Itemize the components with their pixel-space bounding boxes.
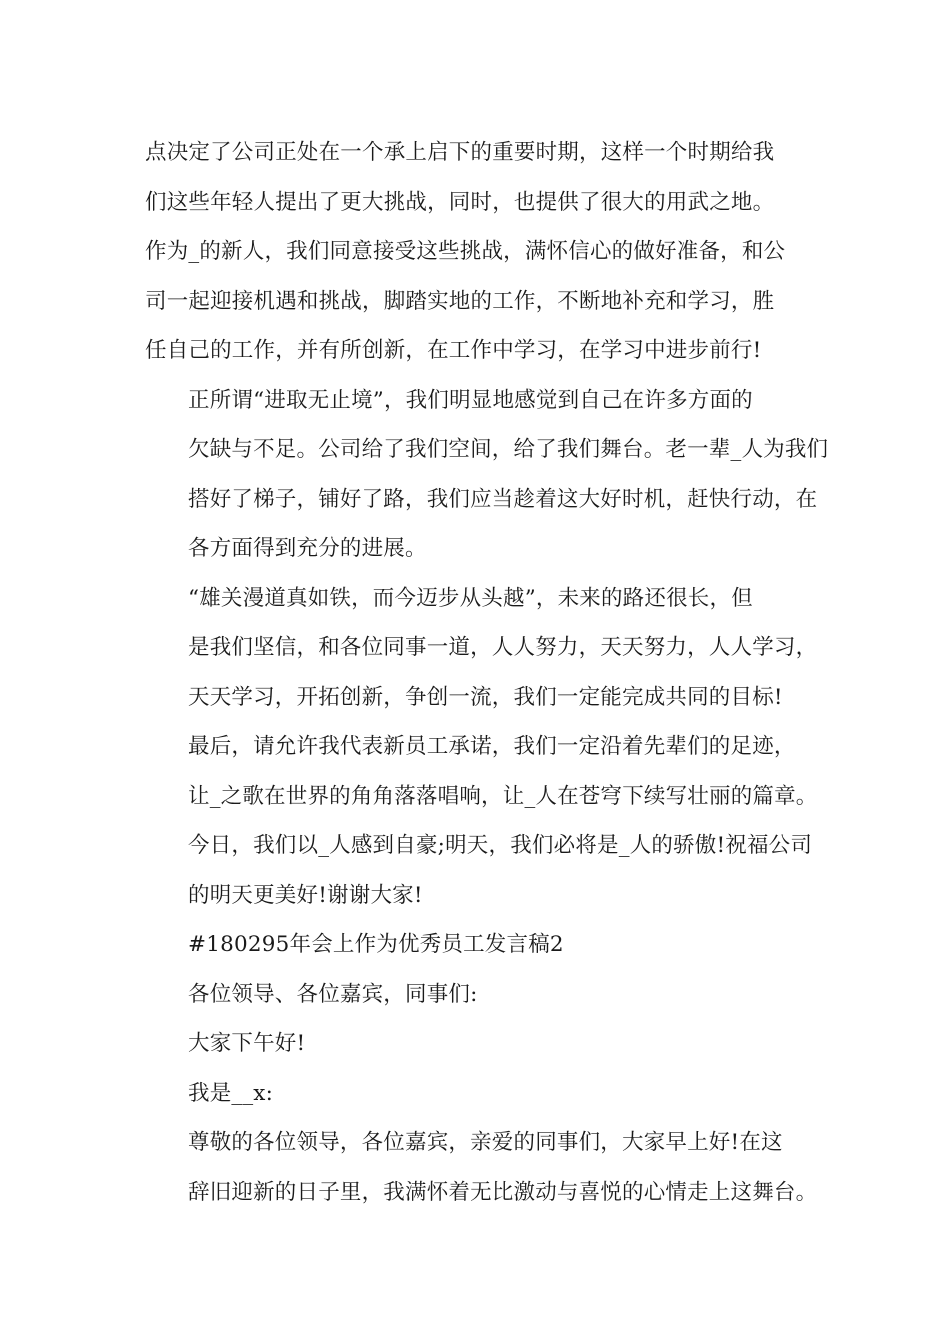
text-line: 我是__x:: [188, 1080, 274, 1106]
text-line: 作为_的新人，我们同意接受这些挑战，满怀信心的做好准备，和公: [145, 239, 786, 264]
text-line: 天天学习，开拓创新，争创一流，我们一定能完成共同的目标!: [188, 684, 783, 710]
text-line: 最后，请允许我代表新员工承诺，我们一定沿着先辈们的足迹，: [188, 734, 796, 759]
paragraph: [145, 376, 835, 574]
paragraph: [145, 1019, 835, 1069]
text-line: 是我们坚信，和各位同事一道，人人努力，天天努力，人人学习，: [188, 635, 818, 660]
text-line: 让_之歌在世界的角角落落唱响，让_人在苍穹下续写壮丽的篇章。: [188, 783, 818, 809]
text-line: 点决定了公司正处在一个承上启下的重要时期，这样一个时期给我: [145, 140, 775, 165]
text-line: 任自己的工作，并有所创新，在工作中学习，在学习中进步前行!: [145, 338, 762, 363]
text-line: 欠缺与不足。公司给了我们空间，给了我们舞台。老一辈_人为我们: [188, 437, 829, 462]
text-line: 正所谓“进取无止境”，我们明显地感觉到自己在许多方面的: [188, 387, 753, 413]
paragraph: [145, 1069, 835, 1119]
text-line: 尊敬的各位领导，各位嘉宾，亲爱的同事们，大家早上好!在这: [188, 1130, 783, 1155]
paragraph: [145, 920, 835, 970]
text-line: 大家下午好!: [188, 1031, 306, 1056]
text-line: 搭好了梯子，铺好了路，我们应当趁着这大好时机，赶快行动，在: [188, 486, 818, 512]
text-line: 们这些年轻人提出了更大挑战，同时，也提供了很大的用武之地。: [145, 189, 775, 215]
paragraph: [145, 722, 835, 920]
text-line: “雄关漫道真如铁，而今迈步从头越”，未来的路还很长，但: [188, 585, 753, 611]
paragraph: [145, 970, 835, 1020]
paragraph: [145, 1118, 835, 1217]
paragraph: [145, 574, 835, 723]
document-body: [145, 128, 835, 1217]
text-line: #180295年会上作为优秀员工发言稿2: [188, 932, 564, 957]
text-line: 各方面得到充分的进展。: [188, 536, 427, 561]
text-line: 今日，我们以_人感到自豪;明天，我们必将是_人的骄傲!祝福公司: [188, 833, 813, 858]
text-line: 辞旧迎新的日子里，我满怀着无比激动与喜悦的心情走上这舞台。: [188, 1179, 818, 1205]
text-line: 的明天更美好!谢谢大家!: [188, 882, 423, 908]
text-line: 各位领导、各位嘉宾，同事们:: [188, 981, 478, 1007]
text-line: 司一起迎接机遇和挑战，脚踏实地的工作，不断地补充和学习，胜: [145, 288, 775, 314]
paragraph: [145, 128, 835, 376]
